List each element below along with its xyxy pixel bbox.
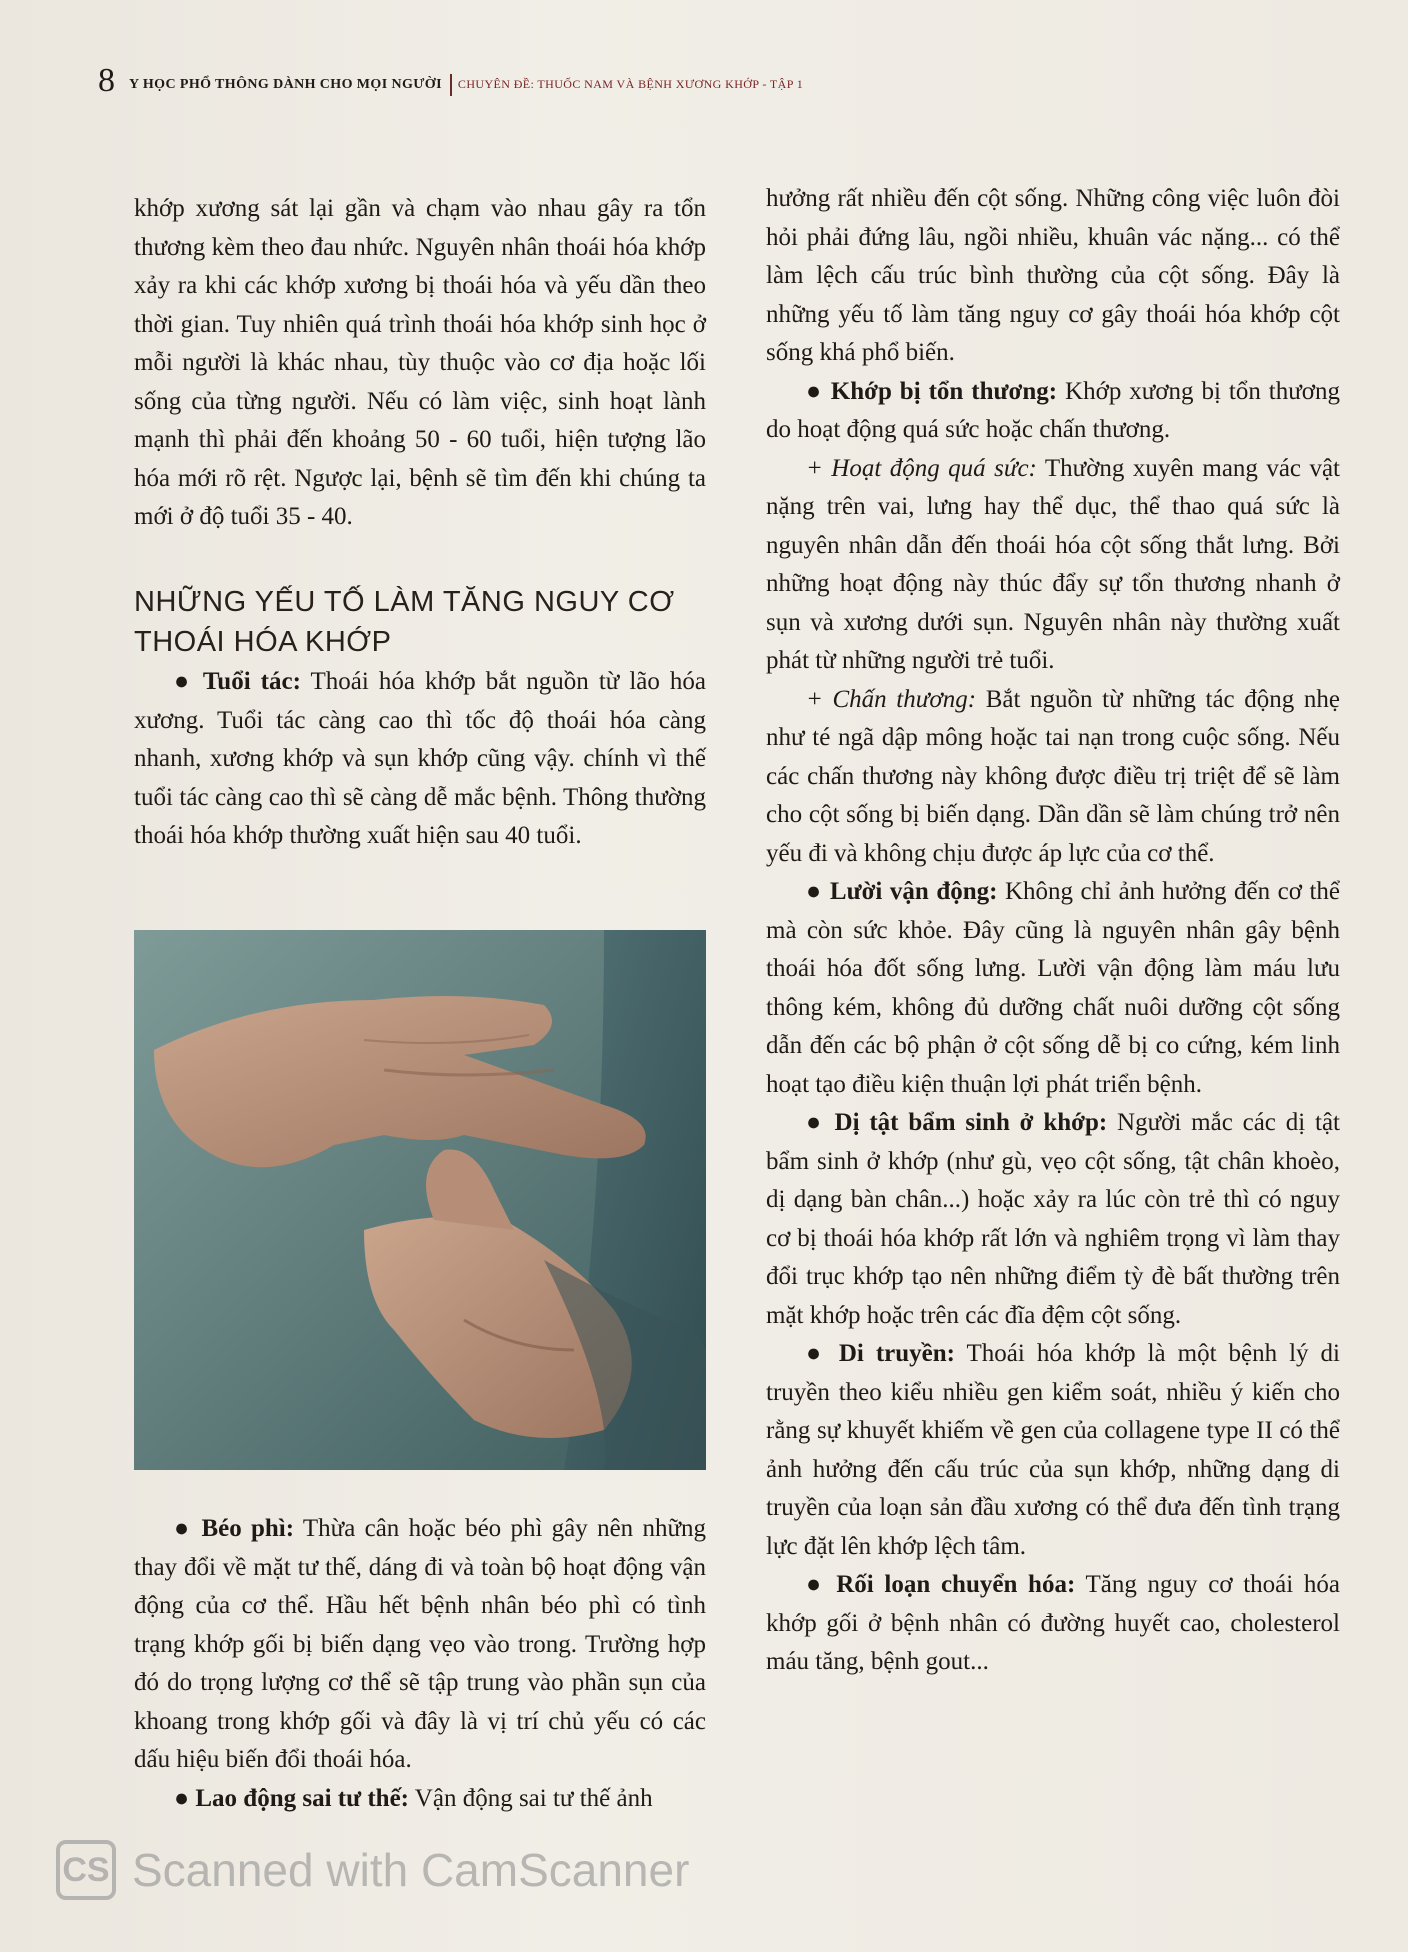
- bullet-icon: ●: [174, 668, 193, 695]
- bullet-icon: ●: [806, 1109, 825, 1136]
- overwork-label: + Hoạt động quá sức:: [806, 454, 1037, 482]
- metabolic-label: Rối loạn chuyển hóa:: [836, 1571, 1076, 1598]
- age-paragraph: [134, 663, 706, 856]
- hands-photo: [134, 930, 706, 1470]
- topic-title: CHUYÊN ĐỀ: THUỐC NAM VÀ BỆNH XƯƠNG KHỚP - TẬP 1: [457, 77, 804, 91]
- congenital-label: Dị tật bẩm sinh ở khớp:: [834, 1109, 1108, 1136]
- injury-label: Khớp bị tổn thương:: [830, 377, 1058, 405]
- running-header: [98, 58, 803, 98]
- lazy-label: Lười vận động:: [829, 878, 998, 905]
- posture-continuation: hưởng rất nhiều đến cột sống. Những công việc luôn đòi hỏi phải đứng lâu, ngồi nhiều, khuân vác nặng... có thể làm lệch cấu trúc bình thường của cột sống. Đây là những yếu tố làm tăng nguy cơ gây thoái hóa khớp cột sống khá phổ biến.: [766, 185, 1340, 366]
- lazy-text: Không chỉ ảnh hưởng đến cơ thể mà còn sức khỏe. Đây cũng là nguyên nhân gây bệnh thoái hóa đốt sống lưng. Lười vận động làm máu lưu thông kém, không đủ dưỡng chất nuôi dưỡng cột sống dẫn đến các bộ phận ở cột sống dễ bị co cứng, kém linh hoạt tạo điều kiện thuận lợi phát triển bệnh.: [766, 878, 1340, 1098]
- trauma-paragraph: [766, 681, 1340, 874]
- bullet-icon: ●: [806, 1571, 826, 1598]
- genetic-paragraph: [766, 1335, 1340, 1566]
- obesity-text: Thừa cân hoặc béo phì gây nên những thay đổi về mặt tư thế, dáng đi và toàn bộ hoạt động vận động của cơ thể. Hầu hết bệnh nhân béo phì có tình trạng khớp gối bị biến dạng vẹo vào trong. Trường hợp đó do trọng lượng cơ thể sẽ tập trung vào phần sụn của khoang trong khớp gối và đây là vị trí chủ yếu có các dấu hiệu biến đổi thoái hóa.: [134, 1515, 706, 1773]
- genetic-label: Di truyền:: [838, 1340, 955, 1367]
- intro-paragraph: khớp xương sát lại gần và chạm vào nhau gây ra tổn thương kèm theo đau nhức. Nguyên nhân thoái hóa khớp xảy ra khi các khớp xương bị thoái hóa và yếu dần theo thời gian. Tuy nhiên quá trình thoái hóa khớp sinh học ở mỗi người là khác nhau, tùy thuộc vào cơ địa hoặc lối sống của từng người. Nếu có làm việc, sinh hoạt lành mạnh thì phải đến khoảng 50 - 60 tuổi, hiện tượng lão hóa mới rõ rệt. Ngược lại, bệnh sẽ tìm đến khi chúng ta mới ở độ tuổi 35 - 40.: [134, 195, 706, 530]
- obesity-paragraph: [134, 1510, 706, 1780]
- congenital-paragraph: [766, 1104, 1340, 1335]
- metabolic-paragraph: [766, 1566, 1340, 1682]
- series-title: Y HỌC PHỔ THÔNG DÀNH CHO MỌI NGƯỜI: [129, 77, 442, 92]
- genetic-text: Thoái hóa khớp là một bệnh lý di truyền theo kiểu nhiều gen kiểm soát, nhiều ý kiến cho rằng sự khuyết khiếm về gen của collagene type II có thể ảnh hưởng đến cấu trúc của sụn khớp, những dạng di truyền của loạn sản đầu xương có thể đưa đến tình trạng lực đặt lên khớp lệch tâm.: [766, 1340, 1340, 1560]
- left-column-age: [134, 663, 706, 856]
- obesity-label: Béo phì:: [201, 1515, 295, 1542]
- header-divider: [450, 74, 452, 96]
- lazy-paragraph: [766, 873, 1340, 1104]
- bullet-icon: ●: [174, 1515, 193, 1542]
- injury-paragraph: [766, 373, 1340, 450]
- section-heading: NHỮNG YẾU TỐ LÀM TĂNG NGUY CƠ THOÁI HÓA KHỚP: [134, 586, 675, 658]
- camscanner-logo-icon: CS: [56, 1840, 116, 1900]
- left-column-bottom: [134, 1510, 706, 1818]
- age-label: Tuổi tác:: [202, 668, 301, 695]
- page-number: 8: [98, 62, 115, 99]
- bullet-icon: ●: [806, 377, 823, 405]
- right-column: [766, 180, 1340, 1682]
- bullet-icon: ●: [174, 1784, 190, 1812]
- congenital-text: Người mắc các dị tật bẩm sinh ở khớp (như gù, vẹo cột sống, tật chân khoèo, dị dạng bàn chân...) hoặc xảy ra lúc còn trẻ thì có nguy cơ bị thoái hóa khớp rất lớn và nghiêm trọng vì làm thay đổi trục khớp tạo nên những điểm tỳ đè bất thường trên mặt khớp hoặc trên các đĩa đệm cột sống.: [766, 1109, 1340, 1329]
- overwork-paragraph: [766, 450, 1340, 681]
- bullet-icon: ●: [806, 878, 823, 905]
- bullet-icon: ●: [806, 1340, 827, 1367]
- trauma-label: + Chấn thương:: [806, 685, 977, 713]
- posture-paragraph: [134, 1780, 706, 1819]
- trauma-text: Bắt nguồn từ những tác động nhẹ như té ngã dập mông hoặc tai nạn trong cuộc sống. Nếu các chấn thương này không được điều trị triệt để sẽ làm cho cột sống bị biến dạng. Dần dần sẽ làm chúng trở nên yếu đi và không chịu được áp lực của cơ thể.: [766, 685, 1340, 867]
- injury-text: Khớp xương bị tổn thương do hoạt động quá sức hoặc chấn thương.: [766, 377, 1340, 443]
- overwork-text: Thường xuyên mang vác vật nặng trên vai, lưng hay thể dục, thể thao quá sức là nguyên nhân dẫn đến thoái hóa cột sống thắt lưng. Bởi những hoạt động này thúc đẩy sự tổn thương nhanh ở sụn và xương dưới sụn. Nguyên nhân này thường xuất phát từ những người trẻ tuổi.: [766, 454, 1341, 674]
- left-column-top: [134, 190, 706, 537]
- age-text: Thoái hóa khớp bắt nguồn từ lão hóa xương. Tuổi tác càng cao thì tốc độ thoái hóa càng nhanh, xương khớp và sụn khớp cũng vậy. chính vì thế tuổi tác càng cao thì sẽ càng dễ mắc bệnh. Thông thường thoái hóa khớp thường xuất hiện sau 40 tuổi.: [134, 668, 707, 849]
- posture-label: Lao động sai tư thế:: [195, 1784, 409, 1812]
- watermark-text: Scanned with CamScanner: [132, 1844, 690, 1896]
- camscanner-watermark: [56, 1840, 689, 1900]
- metabolic-text: Tăng nguy cơ thoái hóa khớp gối ở bệnh nhân có đường huyết cao, cholesterol máu tăng, bệnh gout...: [766, 1571, 1340, 1675]
- hands-illustration: [134, 930, 706, 1470]
- posture-text: Vận động sai tư thế ảnh: [409, 1784, 653, 1812]
